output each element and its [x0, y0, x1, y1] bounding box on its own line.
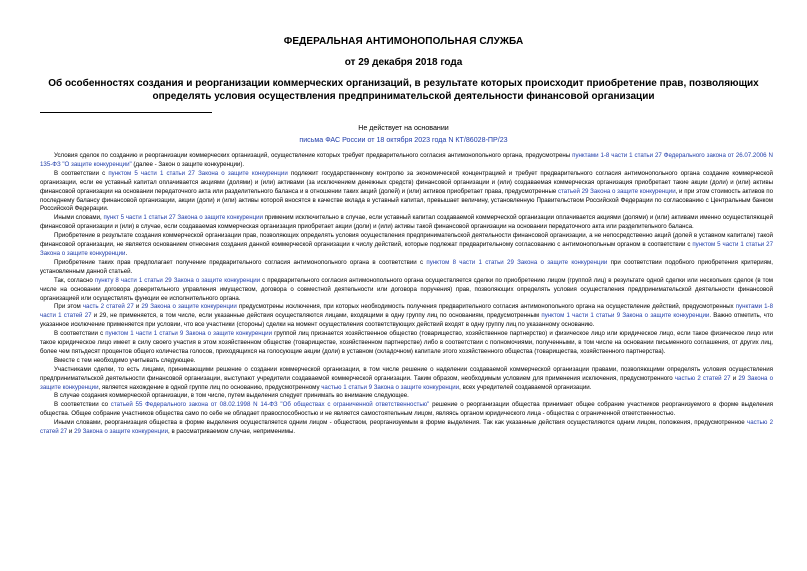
paragraph-text: , и при этом стоимость активов по последнему балансу финансовой организации, акции (доли) и (или) активы которой вносятся в качестве вклада в уставный капитал, превышает величину, установленную Правительством Российской Федерации по согласованию с Центральным банком Российской Федерации. [40, 187, 773, 213]
document-date: от 29 декабря 2018 года [344, 57, 463, 68]
paragraph [40, 392, 773, 401]
paragraph [40, 232, 773, 259]
paragraph-text: В соответствии с [54, 169, 109, 177]
status-notice [0, 122, 807, 146]
law-reference-link[interactable]: пунктами 1-8 части 1 статьи 27 Федерального закона от 26.07.2006 N 135-ФЗ "О защите конкуренции" [40, 152, 773, 168]
paragraph-text: и [67, 428, 75, 436]
paragraph-text: Вместе с тем необходимо учитывать следующее. [54, 356, 196, 364]
paragraph [40, 401, 773, 419]
paragraph [40, 259, 773, 277]
paragraph [40, 152, 773, 170]
paragraph-text: , в рассматриваемом случае, неприменимы. [168, 428, 296, 436]
paragraph-text: подлежит государственному контролю за экономической концентрацией и требует предварительного согласия антимонопольного органа создание коммерческой организации, если ее уставный капитал оплачивается акциями (долями) и (или) активами (за исключением денежных средств) финансовой организации и (или) создаваемая коммерческая организация приобретает такие акции (доли) и (или) активы финансовой организации на основании передаточного акта или разделительного баланса и в отношении таких акций (долей) и (или) активов приобретает права, предусмотренные [40, 169, 773, 195]
paragraph-text: . Важно отметить, что указанное исключение применяется при условии, что все участники (стороны) сделки на момент осуществления соответствующих действий входят в одну группу лиц по указанному основанию. [40, 312, 773, 329]
law-reference-link[interactable]: статьей 29 Закона о защите конкуренции [557, 187, 676, 195]
paragraph-text: (далее - Закон о защите конкуренции). [131, 160, 245, 168]
paragraph-text: при соответствии подобного приобретения критериям, установленным данной статьей. [40, 258, 773, 275]
law-reference-link[interactable]: частью 2 статей 27 [674, 374, 731, 382]
paragraph-text: В соответствии с [54, 330, 106, 338]
paragraph-text: применим исключительно в случае, если уставный капитал создаваемой коммерческой организации оплачивается акциями (долями) и (или) активами именно осуществляющей финансовой организации и (или) в случае, если создаваемая коммерческая организация приобретает акции (доли) и (или) активы такой финансовой организации на основании передаточного акта или разделительного баланса. [40, 214, 774, 231]
paragraph-text: решение о реорганизации общества принимает общее собрание участников реорганизуемого в форме выделения общества. Общее собрание участников общества само по себе не обладает правоспособностью и не является самостоятельным лицом, являясь органом юридического лица - общества с ограниченной ответственностью. [40, 401, 773, 418]
paragraph-text: Приобретение таких прав предполагает получение предварительного согласия антимонопольного органа в соответствии с [54, 258, 427, 266]
paragraph-text: Иными словами, [54, 214, 104, 222]
law-reference-link[interactable]: частью 1 статьи 9 Закона о защите конкуренции [321, 383, 460, 391]
paragraph-text: . [125, 249, 128, 257]
paragraph [40, 303, 773, 330]
law-reference-link[interactable]: пунктами 1-8 части 1 статей 27 [40, 303, 774, 320]
paragraph-text: Участниками сделки, то есть лицами, принимающими решение о создании коммерческой организации, в том числе решение о наделении создаваемой коммерческой организации правами, позволяющими определять условия осуществления предпринимательской деятельности финансовой организации, выступают учредители создаваемой коммерческой организации. Таким образом, необходимым условием для применения исключения, предусмотренного [40, 365, 773, 382]
paragraph [40, 214, 773, 232]
header-divider [40, 112, 212, 113]
paragraph-text: При этом [54, 303, 83, 311]
paragraph-text: Условия сделок по созданию и реорганизации коммерческих организаций, осуществление которых требует предварительного согласия антимонопольного органа, предусмотрены [54, 152, 573, 159]
paragraph-text: Так, согласно [54, 276, 95, 284]
paragraph-text: и [730, 374, 739, 382]
paragraph [40, 330, 773, 357]
law-reference-link[interactable]: пункт 5 части 1 статьи 27 Закона о защите конкуренции [103, 214, 263, 222]
status-text: Не действует на основании [358, 124, 449, 132]
paragraph-text: и 29, не применяется, в том числе, если указанные действия осуществляются лицами, входящими в одну группу лиц по основаниям, предусмотренным [91, 312, 542, 320]
paragraph [40, 357, 773, 366]
paragraph-text: предусмотрены исключения, при которых необходимость получения предварительного согласия антимонопольного органа на осуществление действий, предусмотренных [236, 303, 736, 311]
paragraph [40, 277, 773, 304]
law-reference-link[interactable]: часть 2 статей 27 [82, 303, 134, 311]
paragraph-text: и [133, 303, 142, 311]
paragraph-text: с предварительного согласия антимонопольного органа осуществляется сделки по приобретению лицом (группой лиц) в результате одной сделки или нескольких сделок (в том числе на основании договора доверительного управления имуществом, договора о совместной деятельности или договора поручения) прав, позволяющих определять условия осуществления предпринимательской деятельности финансовой организацией или осуществлять функции ее исполнительного органа. [40, 276, 773, 302]
paragraph-text: В случае создания коммерческой организации, в том числе, путем выделения следует принимать во внимание следующее. [54, 392, 409, 400]
paragraph [40, 366, 773, 393]
paragraph-text: Приобретение в результате создания коммерческой организации прав, позволяющих определять условия осуществления предпринимательской деятельности финансовой организации, а не непосредственно акций (долей в уставном капитале) такой финансовой организации, не является основанием отнесения создания данной коммерческой организации к числу действий, которые подлежат предварительному согласованию с антимонопольным органом в соответствии с [40, 232, 773, 249]
law-reference-link[interactable]: 29 Закона о защите конкуренции [141, 303, 237, 311]
law-reference-link[interactable]: 29 Закона о защите конкуренции [74, 428, 169, 436]
law-reference-link[interactable]: пунктом 5 части 1 статьи 27 Закона о защите конкуренции [108, 169, 288, 177]
law-reference-link[interactable]: пунктом 1 части 1 статьи 9 Закона о защите конкуренции [105, 330, 273, 338]
paragraph [40, 170, 773, 215]
paragraph-text: группой лиц признается хозяйственное общество (товарищество, хозяйственное партнерство) и физическое лицо или юридическое лицо, если такое физическое лицо или такое юридическое лицо имеет в силу своего участия в этом хозяйственном обществе (товариществе, хозяйственном партнерстве) либо в соответствии с полномочиями, полученными, в том числе на основании письменного соглашения, от других лиц, более чем пятьдесят процентов общего количества голосов, приходящихся на голосующие акции (доли) в уставном (складочном) капитале этого хозяйственного общества (товарищества, хозяйственного партнерства). [40, 330, 773, 355]
law-reference-link[interactable]: пункту 8 части 1 статьи 29 Закона о защите конкуренции [94, 276, 261, 284]
law-reference-link[interactable]: статьей 55 Федерального закона от 08.02.1998 N 14-ФЗ "Об обществах с ограниченной ответственностью" [110, 401, 430, 409]
status-link[interactable]: письма ФАС России от 18 октября 2023 года N КТ/86028-ПР/23 [299, 136, 508, 144]
document-title: Об особенностях создания и реорганизации коммерческих организаций, в результате которых происходит приобретение прав, позволяющих определять условия осуществления предпринимательской деятельности финансовой организации [48, 78, 759, 102]
law-reference-link[interactable]: частью 2 статей 27 [40, 419, 773, 436]
law-reference-link[interactable]: пунктом 8 части 1 статьи 29 Закона о защите конкуренции [426, 258, 608, 266]
paragraph-text: Иными словами, реорганизация общества в форме выделения осуществляется одним лицом - обществом, реорганизуемым в форме выделения. Так как указанные действия осуществляются одним лицом, положения, предусмотренное [54, 419, 747, 427]
law-reference-link[interactable]: пунктом 5 части 1 статьи 27 Закона о защите конкуренции [40, 241, 773, 257]
document-body [40, 152, 773, 437]
law-reference-link[interactable]: 29 Закона о защите конкуренции [40, 374, 773, 391]
law-reference-link[interactable]: пунктом 1 части 1 статьи 9 Закона о защите конкуренции [541, 312, 710, 320]
paragraph-text: , является нахождение в одной группе лиц по основанию, предусмотренному [98, 383, 322, 391]
organization-heading: ФЕДЕРАЛЬНАЯ АНТИМОНОПОЛЬНАЯ СЛУЖБА [283, 36, 524, 47]
paragraph-text: , всех учредителей создаваемой организации. [459, 383, 592, 391]
paragraph [40, 419, 773, 437]
paragraph-text: В соответствии со [54, 401, 111, 409]
